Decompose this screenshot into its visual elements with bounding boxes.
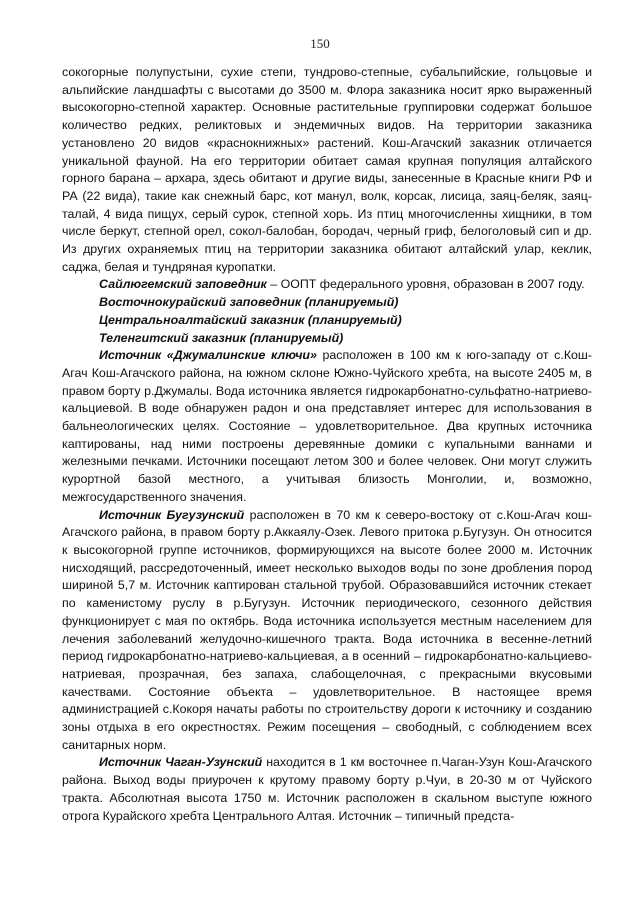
paragraph-kosh-agach-reserve: сокогорные полупустыни, сухие степи, тундрово-степные, субальпийские, гольцовые и альпийские ландшафты с высотами до 3500 м. Флора заказника носит ярко выраженный высокогорно-степной характер. Основные растительные группировки содержат большое количество редких, реликтовых и эндемичных видов. На территории заказника установлено 20 видов «краснокнижных» растений. Кош-Агачский заказник отличается уникальной фауной. На его территории обитает самая крупная популяция алтайского горного барана – архара, здесь обитают и другие виды, занесенные в Красные книги РФ и РА (22 вида), такие как снежный барс, кот манул, волк, корсак, лисица, заяц-беляк, заяц-талай, 4 вида пищух, серый сурок, степной хорь. Из птиц многочисленны хищники, в том числе беркут, степной орел, сокол-балобан, бородач, черный гриф, белоголовый сип и др. Из других охраняемых птиц на территории заказника обитают алтайский улар, кеклик, саджа, белая и тундряная куропатки. [62, 65, 592, 274]
paragraph-chagan-uzunsky [62, 754, 592, 825]
paragraph-buguzunsky [62, 507, 592, 755]
buguzunsky-text: расположен в 70 км к северо-востоку от с.Кош-Агач кош-Агачского района, в правом борту р.Аккаялу-Озек. Левого притока р.Бугузун. Он относится к высокогорной группе источников, формирующихся на высоте более 2000 м. Источник нисходящий, рассредоточенный, имеет несколько выходов воды по зоне дробления пород шириной 5,7 м. Источник каптирован стальной трубой. Образовавшийся источник стекает по каменистому руслу в р.Бугузун. Источник периодического, сезонного действия функционирует с мая по октябрь. Вода источника используется местным населением для лечения заболеваний желудочно-кишечного тракта. Вода источника в весенне-летний период гидрокарбонатно-натриево-кальциевая, а в осенний – гидрокарбонатно-кальциево-натриевая, прозрачная, без запаха, слабощелочная, с прекрасными вкусовыми качествами. Состояние объекта – удовлетворительное. В настоящее время администрацией с.Кокоря начаты работы по строительству дороги к источнику и созданию зоны отдыха в его окрестностях. Режим посещения – свободный, с соблюдением всех санитарных норм. [62, 507, 592, 752]
sailyugem-text: – ООПТ федерального уровня, образован в 2007 году. [266, 277, 585, 292]
paragraph-dzhumalinskie [62, 347, 592, 506]
dzhumalinskie-title: Источник «Джумалинские ключи» [99, 348, 317, 363]
paragraph-sailyugem [62, 276, 592, 294]
page-content [62, 64, 592, 825]
sailyugem-title: Сайлюгемский заповедник [99, 277, 267, 292]
heading-telengitsky: Теленгитский заказник (планируемый) [99, 330, 344, 345]
buguzunsky-title: Источник Бугузунский [99, 507, 245, 522]
heading-vostochnokuraysky: Восточнокурайский заповедник (планируемый) [99, 295, 399, 310]
chagan-uzunsky-text: находится в 1 км восточнее п.Чаган-Узун Кош-Агачского района. Выход воды приурочен к крутому правому борту р.Чуи, в 20-30 м от Чуйского тракта. Абсолютная высота 1750 м. Источник расположен в скальном выступе южного отрога Курайского хребта Центрального Алтая. Источник – типичный предста- [62, 755, 592, 823]
page-number: 150 [310, 36, 330, 51]
heading-tsentralnoaltaisky: Центральноалтайский заказник (планируемый) [99, 312, 402, 327]
chagan-uzunsky-title: Источник Чаган-Узунский [99, 755, 263, 770]
dzhumalinskie-text: расположен в 100 км к юго-западу от с.Кош-Агач Кош-Агачского района, на южном склоне Южно-Чуйского хребта, на высоте 2405 м, в правом борту р.Джумалы. Вода источника является гидрокарбонатно-сульфатно-натриево-кальциевой. В воде обнаружен радон и она представляет интерес для использования в бальнеологических целях. Состояние – удовлетворительное. Два крупных источника каптированы, над ними построены деревянные домики с купальными ваннами и железными печками. Источники посещают летом 300 и более человек. Они могут служить курортной базой местного, а учитывая близость Монголии, и, возможно, межгосударственного значения. [62, 348, 592, 504]
